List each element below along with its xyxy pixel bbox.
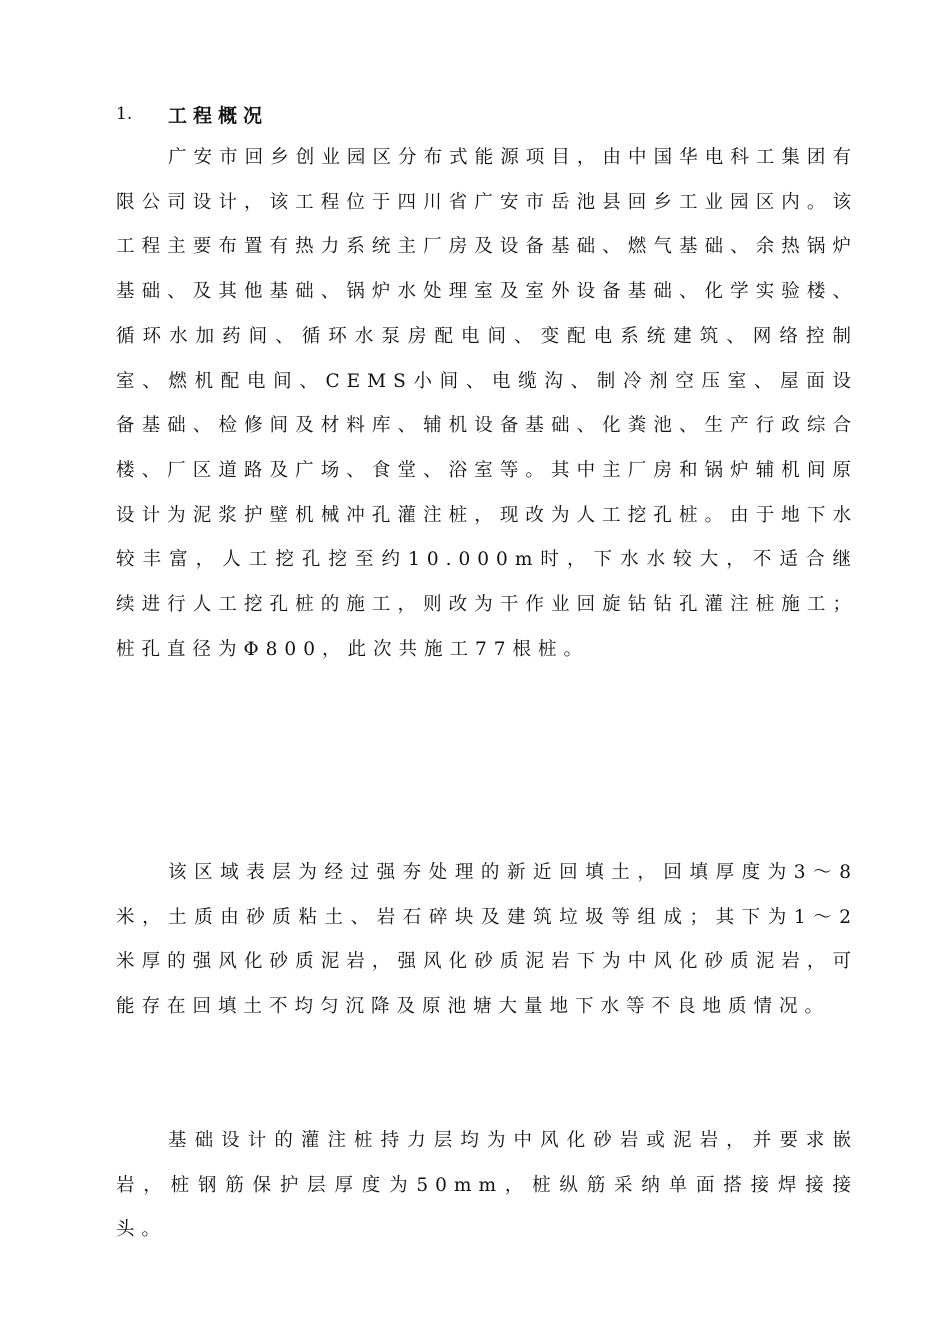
paragraph-geology: 该区域表层为经过强夯处理的新近回填土，回填厚度为3～8米，土质由砂质粘土、岩石碎块及建筑垃圾等组成；其下为1～2米厚的强风化砂质泥岩，强风化砂质泥岩下为中风化砂质泥岩，可能存在回填土不均匀沉降及原池塘大量地下水等不良地质情况。 <box>116 862 858 1018</box>
paragraph-project-overview: 广安市回乡创业园区分布式能源项目，由中国华电科工集团有限公司设计，该工程位于四川省广安市岳池县回乡工业园区内。该工程主要布置有热力系统主厂房及设备基础、燃气基础、余热锅炉基础、及其他基础、锅炉水处理室及室外设备基础、化学实验楼、循环水加药间、循环水泵房配电间、变配电系统建筑、网络控制室、燃机配电间、CEMS小间、电缆沟、制冷剂空压室、屋面设备基础、检修间及材料库、辅机设备基础、化粪池、生产行政综合楼、厂区道路及广场、食堂、浴室等。其中主厂房和锅炉辅机间原设计为泥浆护壁机械冲孔灌注桩，现改为人工挖孔桩。由于地下水较丰富，人工挖孔挖至约10.000m时，下水水较大，不适合继续进行人工挖孔桩的施工，则改为干作业回旋钻钻孔灌注桩施工；桩孔直径为Φ800，此次共施工77根桩。 <box>116 147 858 660</box>
section-title: 工程概况 <box>168 104 269 127</box>
section-number: 1. <box>116 104 133 124</box>
section-heading <box>116 99 268 129</box>
paragraph-foundation-design: 基础设计的灌注桩持力层均为中风化砂岩或泥岩，并要求嵌岩，桩钢筋保护层厚度为50mm，桩纵筋采纳单面搭接焊接接头。 <box>116 1130 858 1241</box>
